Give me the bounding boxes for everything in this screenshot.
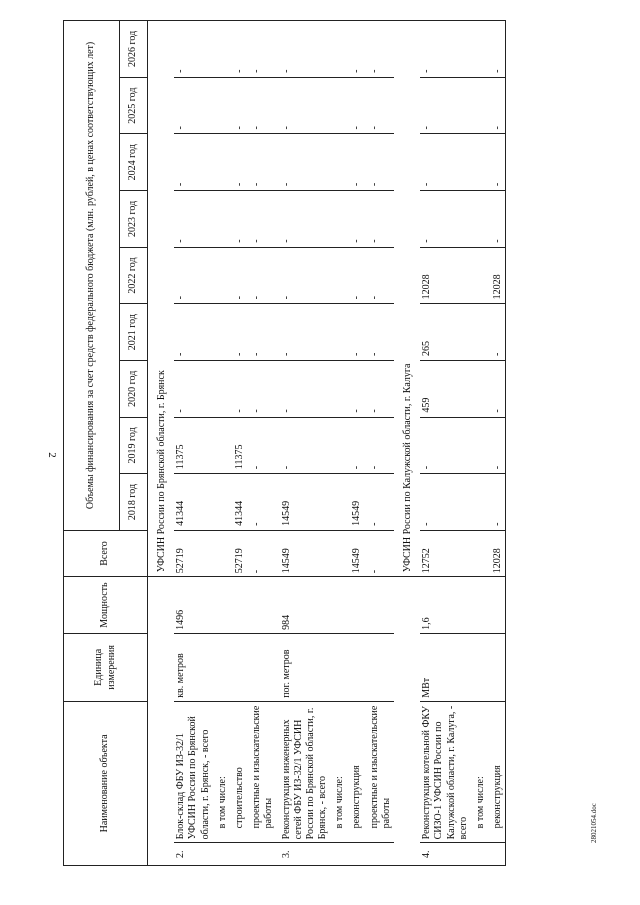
year-value: 14549 bbox=[347, 474, 364, 531]
year-value: - bbox=[277, 191, 331, 248]
year-value: - bbox=[277, 360, 331, 417]
year-value: - bbox=[247, 21, 276, 78]
unit-cell bbox=[471, 633, 488, 701]
unit-cell bbox=[330, 633, 347, 701]
file-name: 28021054.doc bbox=[590, 803, 598, 843]
page-number: 2 bbox=[46, 452, 58, 458]
year-value bbox=[330, 134, 347, 191]
year-value: 11375 bbox=[174, 417, 213, 474]
capacity-cell bbox=[488, 577, 506, 634]
year-value: - bbox=[347, 417, 364, 474]
group-spacer bbox=[148, 577, 175, 866]
header-year: 2021 год bbox=[120, 304, 148, 361]
header-unit: Единица измерения bbox=[64, 633, 148, 701]
year-value: - bbox=[247, 191, 276, 248]
year-value: - bbox=[174, 21, 213, 78]
header-year: 2019 год bbox=[120, 417, 148, 474]
table-row bbox=[213, 21, 230, 866]
capacity-cell: 984 bbox=[277, 577, 331, 634]
year-value: - bbox=[230, 191, 247, 248]
year-value bbox=[471, 247, 488, 304]
year-value bbox=[213, 134, 230, 191]
year-value bbox=[213, 21, 230, 78]
year-value: 12028 bbox=[420, 247, 471, 304]
year-value: 41344 bbox=[174, 474, 213, 531]
year-value: 12028 bbox=[488, 247, 506, 304]
year-value bbox=[330, 77, 347, 134]
row-number bbox=[347, 843, 364, 866]
unit-cell bbox=[488, 633, 506, 701]
year-value: - bbox=[488, 191, 506, 248]
row-number bbox=[230, 843, 247, 866]
year-value: - bbox=[365, 360, 394, 417]
year-value: - bbox=[230, 21, 247, 78]
object-name: реконструкция bbox=[488, 701, 506, 843]
year-value bbox=[471, 191, 488, 248]
table-row bbox=[247, 21, 276, 866]
year-value: - bbox=[420, 134, 471, 191]
table-row bbox=[230, 21, 247, 866]
year-value bbox=[471, 77, 488, 134]
group-row bbox=[394, 21, 420, 866]
year-value bbox=[471, 474, 488, 531]
year-value: - bbox=[174, 191, 213, 248]
capacity-cell: 1,6 bbox=[420, 577, 471, 634]
table-row bbox=[365, 21, 394, 866]
year-value: 11375 bbox=[230, 417, 247, 474]
total-cell: 12028 bbox=[488, 530, 506, 576]
year-value: - bbox=[488, 77, 506, 134]
year-value: - bbox=[365, 474, 394, 531]
object-name: строительство bbox=[230, 701, 247, 843]
capacity-cell: 1496 bbox=[174, 577, 213, 634]
year-value: - bbox=[420, 474, 471, 531]
group-title: УФСИН России по Калужской области, г. Калуга bbox=[394, 21, 420, 577]
object-name: в том числе: bbox=[213, 701, 230, 843]
year-value: - bbox=[365, 304, 394, 361]
year-value: - bbox=[488, 304, 506, 361]
unit-cell bbox=[347, 633, 364, 701]
year-value bbox=[330, 474, 347, 531]
capacity-cell bbox=[230, 577, 247, 634]
year-value: - bbox=[230, 360, 247, 417]
year-value: - bbox=[277, 21, 331, 78]
total-cell bbox=[471, 530, 488, 576]
year-value: - bbox=[420, 191, 471, 248]
year-value: - bbox=[347, 77, 364, 134]
year-value bbox=[330, 247, 347, 304]
header-total: Всего bbox=[64, 530, 148, 576]
year-value: - bbox=[347, 21, 364, 78]
unit-cell bbox=[230, 633, 247, 701]
header-year: 2023 год bbox=[120, 191, 148, 248]
funding-table bbox=[63, 20, 506, 866]
year-value bbox=[330, 360, 347, 417]
year-value: - bbox=[277, 77, 331, 134]
year-value bbox=[213, 360, 230, 417]
table-row bbox=[488, 21, 506, 866]
unit-cell bbox=[247, 633, 276, 701]
year-value: - bbox=[365, 417, 394, 474]
header-year: 2018 год bbox=[120, 474, 148, 531]
group-spacer bbox=[394, 577, 420, 866]
capacity-cell bbox=[247, 577, 276, 634]
year-value: - bbox=[347, 247, 364, 304]
year-value: - bbox=[347, 304, 364, 361]
row-number bbox=[213, 843, 230, 866]
year-value bbox=[471, 21, 488, 78]
year-value: - bbox=[488, 417, 506, 474]
capacity-cell bbox=[347, 577, 364, 634]
object-name: реконструкция bbox=[347, 701, 364, 843]
year-value: - bbox=[247, 77, 276, 134]
total-cell: 12752 bbox=[420, 530, 471, 576]
year-value: - bbox=[277, 134, 331, 191]
year-value: - bbox=[365, 191, 394, 248]
unit-cell: пог. метров bbox=[277, 633, 331, 701]
unit-cell bbox=[365, 633, 394, 701]
year-value: - bbox=[488, 134, 506, 191]
header-funding: Объемы финансирования за счет средств федерального бюджета (млн. рублей, в ценах соответствующих лет) bbox=[64, 21, 120, 531]
year-value bbox=[330, 21, 347, 78]
year-value: - bbox=[230, 77, 247, 134]
group-row bbox=[148, 21, 175, 866]
year-value: - bbox=[247, 247, 276, 304]
year-value: - bbox=[247, 134, 276, 191]
year-value: - bbox=[420, 21, 471, 78]
unit-cell: кв. метров bbox=[174, 633, 213, 701]
total-cell: - bbox=[365, 530, 394, 576]
year-value: - bbox=[420, 77, 471, 134]
capacity-cell bbox=[213, 577, 230, 634]
year-value: - bbox=[230, 247, 247, 304]
rotated-table-container bbox=[63, 20, 579, 866]
year-value bbox=[471, 134, 488, 191]
total-cell: 52719 bbox=[230, 530, 247, 576]
object-name: Блок-склад ФБУ ИЗ-32/1 УФСИН России по Брянской области, г. Брянск, - всего bbox=[174, 701, 213, 843]
year-value: - bbox=[247, 304, 276, 361]
header-year: 2022 год bbox=[120, 247, 148, 304]
year-value: - bbox=[230, 134, 247, 191]
year-value bbox=[213, 191, 230, 248]
year-value bbox=[213, 417, 230, 474]
year-value: - bbox=[347, 360, 364, 417]
year-value: 14549 bbox=[277, 474, 331, 531]
header-year: 2024 год bbox=[120, 134, 148, 191]
year-value: - bbox=[420, 417, 471, 474]
table-row bbox=[347, 21, 364, 866]
total-cell bbox=[213, 530, 230, 576]
header-year: 2026 год bbox=[120, 21, 148, 78]
year-value: - bbox=[247, 474, 276, 531]
total-cell: 14549 bbox=[277, 530, 331, 576]
year-value bbox=[213, 474, 230, 531]
object-name: Реконструкция котельной ФКУ СИЗО-1 УФСИН России по Калужской области, г. Калуга, - всего bbox=[420, 701, 471, 843]
row-number bbox=[488, 843, 506, 866]
total-cell bbox=[330, 530, 347, 576]
year-value bbox=[213, 304, 230, 361]
year-value: - bbox=[365, 77, 394, 134]
table-row bbox=[471, 21, 488, 866]
year-value bbox=[213, 247, 230, 304]
total-cell: 52719 bbox=[174, 530, 213, 576]
capacity-cell bbox=[365, 577, 394, 634]
year-value: - bbox=[365, 247, 394, 304]
year-value: - bbox=[347, 134, 364, 191]
year-value bbox=[471, 417, 488, 474]
capacity-cell bbox=[471, 577, 488, 634]
header-year: 2020 год bbox=[120, 360, 148, 417]
object-name: в том числе: bbox=[330, 701, 347, 843]
header-year: 2025 год bbox=[120, 77, 148, 134]
table-row bbox=[174, 21, 213, 866]
year-value: - bbox=[277, 247, 331, 304]
object-name: в том числе: bbox=[471, 701, 488, 843]
row-number bbox=[247, 843, 276, 866]
row-number: 4. bbox=[420, 843, 471, 866]
year-value bbox=[330, 304, 347, 361]
year-value: - bbox=[174, 77, 213, 134]
year-value bbox=[471, 304, 488, 361]
year-value: - bbox=[365, 21, 394, 78]
year-value: 265 bbox=[420, 304, 471, 361]
row-number: 2. bbox=[174, 843, 213, 866]
unit-cell bbox=[213, 633, 230, 701]
year-value: - bbox=[174, 360, 213, 417]
year-value bbox=[213, 77, 230, 134]
object-name: проектные и изыскательские работы bbox=[365, 701, 394, 843]
year-value: - bbox=[488, 21, 506, 78]
year-value bbox=[471, 360, 488, 417]
year-value: 41344 bbox=[230, 474, 247, 531]
row-number: 3. bbox=[277, 843, 331, 866]
year-value: - bbox=[488, 360, 506, 417]
year-value: - bbox=[247, 417, 276, 474]
header-name: Наименование объекта bbox=[64, 701, 148, 865]
year-value: - bbox=[174, 134, 213, 191]
unit-cell: МВт bbox=[420, 633, 471, 701]
object-name: Реконструкция инженерных сетей ФБУ ИЗ-32/1 УФСИН России по Брянской области, г. Брянск, - всего bbox=[277, 701, 331, 843]
total-cell: - bbox=[247, 530, 276, 576]
year-value: - bbox=[174, 247, 213, 304]
group-title: УФСИН России по Брянской области, г. Брянск bbox=[148, 21, 175, 577]
table-row bbox=[420, 21, 471, 866]
table-row bbox=[277, 21, 331, 866]
year-value: 459 bbox=[420, 360, 471, 417]
header-capacity: Мощность bbox=[64, 577, 148, 634]
year-value: - bbox=[488, 474, 506, 531]
total-cell: 14549 bbox=[347, 530, 364, 576]
object-name: проектные и изыскательские работы bbox=[247, 701, 276, 843]
year-value: - bbox=[247, 360, 276, 417]
year-value: - bbox=[365, 134, 394, 191]
year-value: - bbox=[230, 304, 247, 361]
row-number bbox=[330, 843, 347, 866]
table-row bbox=[330, 21, 347, 866]
year-value: - bbox=[174, 304, 213, 361]
year-value: - bbox=[277, 417, 331, 474]
year-value bbox=[330, 417, 347, 474]
row-number bbox=[471, 843, 488, 866]
row-number bbox=[365, 843, 394, 866]
year-value bbox=[330, 191, 347, 248]
capacity-cell bbox=[330, 577, 347, 634]
year-value: - bbox=[347, 191, 364, 248]
year-value: - bbox=[277, 304, 331, 361]
